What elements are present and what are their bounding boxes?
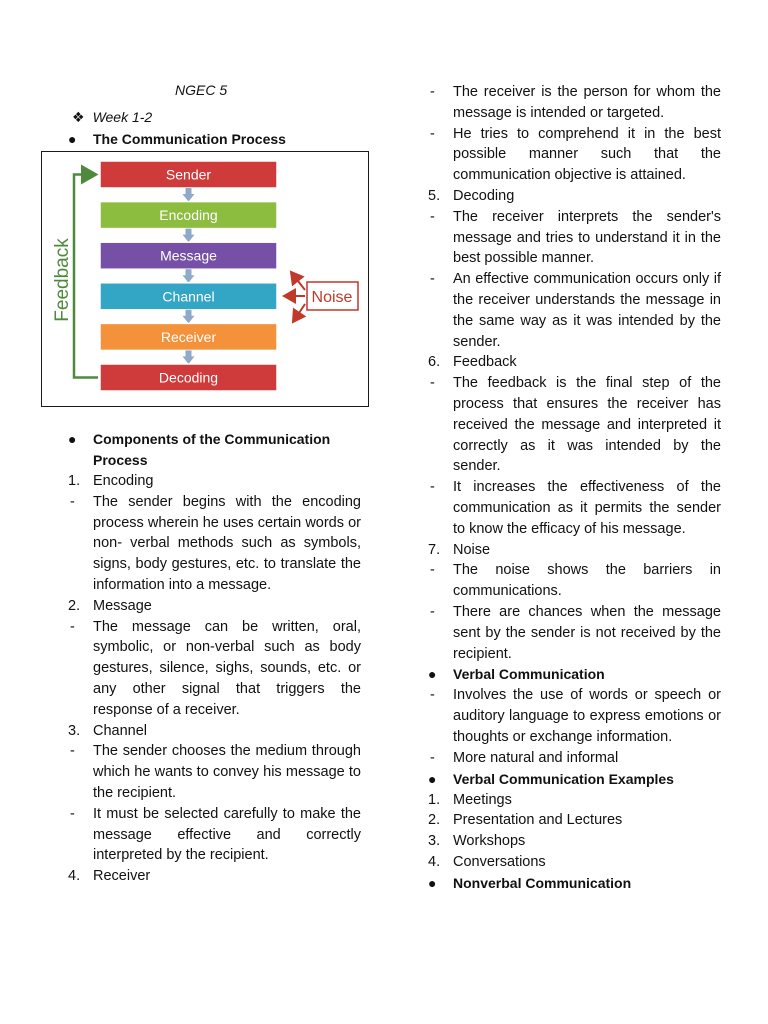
feedback-loop-arrow [74, 175, 98, 378]
list-marker: 1. [428, 791, 441, 808]
list-item-text: Noise [453, 541, 491, 558]
numbered-item [428, 790, 721, 811]
dash-item [428, 560, 721, 602]
list-marker: 6. [428, 354, 441, 371]
down-arrow-icon [183, 350, 195, 364]
list-item-text: The receiver interprets the sender's message and tries to understand it in the best possible manner. [453, 208, 721, 267]
list-item-text: Nonverbal Communication [453, 874, 632, 891]
bullet-icon: ● [428, 874, 437, 891]
list-item-text: The receiver is the person for whom the message is intended or targeted. [453, 84, 721, 121]
list-marker: 3. [428, 833, 441, 850]
feedback-label: Feedback [52, 238, 73, 322]
numbered-item [68, 721, 361, 742]
process-step-label: Message [160, 247, 217, 264]
bullet-heading [428, 873, 721, 894]
list-item-text: There are chances when the message sent by the sender is not received by the recipient. [453, 603, 721, 662]
list-marker: 3. [68, 722, 81, 739]
list-item-text: He tries to comprehend it in the best possible manner such that the communication objective is attained. [453, 125, 721, 184]
dash-item [428, 602, 721, 664]
down-arrow-icon [183, 229, 195, 243]
down-arrow-icon [183, 269, 195, 283]
dash-item [428, 269, 721, 352]
list-marker: - [430, 749, 435, 766]
list-marker: - [430, 687, 435, 704]
bullet-icon: ● [68, 431, 77, 447]
dash-item [428, 124, 721, 186]
list-item-text: Workshops [453, 833, 526, 850]
list-item-text: It must be selected carefully to make the message effective and correctly interpreted by the recipient. [93, 805, 361, 864]
dash-item [428, 373, 721, 477]
list-item-text: Verbal Communication [453, 666, 605, 683]
right-column [428, 82, 721, 894]
section-title: The Communication Process [93, 131, 286, 147]
document-title: NGEC 5 [175, 82, 228, 98]
components-heading [68, 429, 361, 471]
list-item-text: Decoding [453, 187, 515, 204]
bullet-icon: ● [68, 131, 77, 147]
list-marker: 5. [428, 187, 441, 204]
numbered-item [428, 831, 721, 852]
bullet-icon: ● [428, 770, 437, 787]
list-marker: - [430, 208, 435, 225]
numbered-item [68, 596, 361, 617]
dash-item [428, 82, 721, 124]
list-marker: 1. [68, 473, 81, 489]
noise-label: Noise [311, 289, 353, 306]
list-item-text: It increases the effectiveness of the communication as it permits the sender to know the efficacy of his message. [453, 479, 721, 537]
list-item-text: More natural and informal [453, 749, 619, 766]
list-item-text: Encoding [93, 473, 154, 489]
list-marker: - [70, 618, 75, 635]
list-marker: - [70, 493, 75, 510]
list-marker: - [430, 479, 435, 496]
process-step-label: Receiver [160, 328, 217, 345]
dash-item [428, 477, 721, 539]
list-item-text: Conversations [453, 853, 546, 870]
list-marker: 2. [428, 812, 441, 829]
communication-process-diagram [41, 151, 369, 407]
list-item-text: Channel [93, 722, 148, 739]
list-marker: 4. [68, 868, 81, 885]
dash-item [428, 748, 721, 769]
numbered-item [428, 352, 721, 373]
dash-item [68, 741, 361, 803]
list-item-text: Message [93, 597, 152, 614]
components-heading-text: Components of the Communication Process [93, 431, 331, 468]
list-item-text: The feedback is the final step of the process that ensures the receiver has received the message and interpreted it correctly as it was intended by the sender. [453, 375, 721, 475]
numbered-item [68, 471, 361, 492]
process-step-label: Encoding [159, 207, 218, 224]
week-label: Week 1-2 [92, 109, 153, 125]
noise-arrow-message [291, 272, 305, 290]
week-heading [72, 109, 361, 126]
list-marker: - [430, 603, 435, 620]
process-step-label: Sender [165, 166, 212, 183]
right-column-list [428, 82, 721, 894]
list-item-text: Feedback [453, 354, 517, 371]
numbered-item [68, 866, 361, 887]
list-item-text: The message can be written, oral, symbolic, or non-verbal such as body gestures, silence, sighs, sounds, etc. or any other signal that triggers the response of a receiver. [93, 618, 361, 718]
dash-item [428, 685, 721, 747]
process-step-label: Decoding [158, 369, 219, 386]
list-item-text: The sender chooses the medium through which he wants to convey his message to the recipient. [93, 743, 361, 801]
bullet-heading [428, 769, 721, 790]
list-item-text: Meetings [453, 791, 512, 808]
list-marker: 7. [428, 541, 441, 558]
list-item-text: Receiver [93, 868, 151, 885]
bullet-icon: ● [428, 666, 437, 683]
list-marker: - [430, 125, 435, 142]
diamond-bullet-icon: ❖ [72, 109, 85, 125]
left-column [52, 82, 361, 887]
numbered-item [428, 852, 721, 873]
numbered-item [428, 186, 721, 207]
dash-item [68, 804, 361, 866]
process-step-label: Channel [162, 288, 215, 305]
list-item-text: The sender begins with the encoding process wherein he uses certain words or non- verbal methods such as symbols, signs, body gestures, etc. to translate the information into a message. [93, 493, 361, 593]
list-marker: - [430, 375, 435, 392]
list-item-text: Verbal Communication Examples [453, 770, 674, 787]
down-arrow-icon [183, 310, 195, 324]
diagram-canvas [42, 152, 368, 406]
bullet-heading [428, 664, 721, 685]
numbered-item [428, 810, 721, 831]
section-heading [68, 129, 361, 150]
dash-item [68, 617, 361, 721]
list-item-text: Presentation and Lectures [453, 812, 623, 829]
list-marker: - [70, 805, 75, 822]
left-column-list [68, 471, 361, 887]
list-item-text: The noise shows the barriers in communications. [453, 562, 721, 600]
numbered-item [428, 540, 721, 561]
dash-item [68, 492, 361, 596]
list-marker: - [430, 562, 435, 579]
list-marker: 4. [428, 853, 441, 870]
list-marker: - [430, 271, 435, 288]
list-item-text: An effective communication occurs only if the receiver understands the message in the same way as it was intended by the sender. [453, 271, 721, 350]
list-marker: 2. [68, 597, 81, 614]
list-item-text: Involves the use of words or speech or auditory language to express emotions or thoughts or exchange information. [453, 687, 721, 745]
noise-arrow-receiver [293, 304, 305, 322]
list-marker: - [430, 84, 435, 100]
dash-item [428, 207, 721, 269]
down-arrow-icon [183, 188, 195, 202]
list-marker: - [70, 743, 75, 760]
